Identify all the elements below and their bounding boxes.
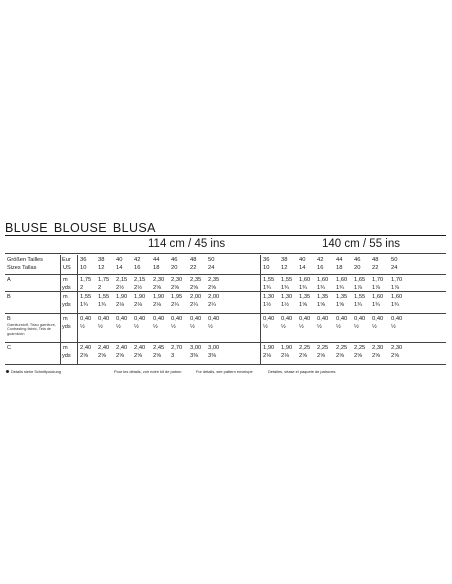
- heading-114cm: 114 cm / 45 ins: [148, 238, 226, 250]
- yard-cell: 2½: [116, 285, 125, 291]
- meter-cell: 1,65: [354, 277, 366, 283]
- unit-m: m: [63, 277, 68, 283]
- meter-cell: 1,55: [80, 294, 92, 300]
- column-rule: [60, 255, 61, 364]
- meter-cell: 0,40: [317, 316, 329, 322]
- yard-cell: ½: [98, 324, 103, 330]
- yard-cell: ½: [281, 324, 286, 330]
- yard-cell: 1¾: [317, 285, 326, 291]
- us-size-cell: 20: [171, 265, 178, 271]
- row-rule: [5, 342, 446, 343]
- meter-cell: 0,40: [208, 316, 220, 322]
- yard-cell: ½: [153, 324, 158, 330]
- us-size-cell: 18: [336, 265, 343, 271]
- yard-cell: 2⅛: [134, 302, 143, 308]
- yard-cell: ½: [354, 324, 359, 330]
- yard-cell: 2⅝: [171, 285, 180, 291]
- us-size-cell: 10: [263, 265, 270, 271]
- chart-title: BLUSE BLOUSE BLUSA: [5, 221, 156, 235]
- view-label: B: [7, 316, 11, 322]
- eur-size-cell: 46: [354, 257, 361, 263]
- us-size-cell: 10: [80, 265, 87, 271]
- footnote-fr: Pour les détails, voir notre kit de patron: [114, 369, 182, 374]
- yard-cell: 1⅞: [372, 285, 381, 291]
- view-label: C: [7, 345, 12, 351]
- yard-cell: 2⅝: [80, 353, 89, 359]
- eur-size-cell: 42: [317, 257, 324, 263]
- meter-cell: 2,25: [299, 345, 311, 351]
- top-rule: [5, 235, 446, 236]
- column-rule: [77, 255, 78, 364]
- meter-cell: 0,40: [98, 316, 110, 322]
- us-size-cell: 12: [281, 265, 288, 271]
- yard-cell: 2¼: [208, 302, 217, 308]
- eur-size-cell: 48: [190, 257, 197, 263]
- footnote-de: [6, 369, 61, 374]
- rule-under-headings: [5, 253, 446, 254]
- row-rule: [5, 274, 446, 275]
- meter-cell: 2,45: [153, 345, 165, 351]
- meter-cell: 2,00: [208, 294, 220, 300]
- yard-cell: ½: [208, 324, 213, 330]
- yard-cell: 2: [80, 285, 84, 291]
- yard-cell: 1⅝: [299, 302, 308, 308]
- footnote-es: Detalles, véase el paquete de patrones: [268, 369, 336, 374]
- contrast-fabric-label: Garniturstoff, Tissu garniture, Contrasting fabric, Tela de guarnición: [7, 323, 56, 336]
- yard-cell: 1¾: [80, 302, 89, 308]
- us-size-cell: 22: [190, 265, 197, 271]
- yard-cell: 1¾: [98, 302, 107, 308]
- meter-cell: 0,40: [80, 316, 92, 322]
- yard-cell: 1½: [281, 302, 290, 308]
- meter-cell: 1,35: [336, 294, 348, 300]
- yard-cell: ½: [263, 324, 268, 330]
- yard-cell: 2⅝: [116, 353, 125, 359]
- row-rule: [5, 313, 446, 314]
- meter-cell: 1,60: [391, 294, 403, 300]
- size-label-line2: Sizes Tallas: [7, 265, 37, 271]
- meter-cell: 2,15: [116, 277, 128, 283]
- meter-cell: 2,30: [153, 277, 165, 283]
- meter-cell: 0,40: [134, 316, 146, 322]
- meter-cell: 2,15: [134, 277, 146, 283]
- meter-cell: 0,40: [171, 316, 183, 322]
- meter-cell: 0,40: [391, 316, 403, 322]
- heading-140cm: 140 cm / 55 ins: [322, 238, 400, 250]
- yard-cell: 1⅞: [391, 285, 400, 291]
- unit-m: m: [63, 345, 68, 351]
- yard-cell: 1½: [263, 302, 272, 308]
- us-size-cell: 24: [208, 265, 215, 271]
- yard-cell: ½: [80, 324, 85, 330]
- us-size-cell: 20: [354, 265, 361, 271]
- meter-cell: 2,25: [354, 345, 366, 351]
- meter-cell: 1,60: [336, 277, 348, 283]
- us-size-cell: 12: [98, 265, 105, 271]
- eur-size-cell: 38: [98, 257, 105, 263]
- unit-m: m: [63, 316, 68, 322]
- footnote-de-text: Details siehe Schnittpackung: [11, 369, 61, 374]
- us-size-cell: 14: [299, 265, 306, 271]
- yard-cell: ½: [171, 324, 176, 330]
- unit-m: m: [63, 294, 68, 300]
- meter-cell: 1,90: [116, 294, 128, 300]
- eur-label: Eur: [62, 257, 71, 263]
- meter-cell: 0,40: [281, 316, 293, 322]
- meter-cell: 2,30: [372, 345, 384, 351]
- unit-yds: yds: [62, 324, 71, 330]
- yard-cell: ½: [299, 324, 304, 330]
- yard-cell: 3⅜: [190, 353, 199, 359]
- row-rule: [5, 291, 446, 292]
- meter-cell: 1,55: [98, 294, 110, 300]
- yard-cell: 1¾: [354, 302, 363, 308]
- yard-cell: 2⅛: [263, 353, 272, 359]
- meter-cell: 1,90: [263, 345, 275, 351]
- yard-cell: 1⅞: [354, 285, 363, 291]
- yard-cell: 2⅝: [190, 285, 199, 291]
- bullet-icon: [6, 370, 9, 373]
- yard-cell: ½: [134, 324, 139, 330]
- meter-cell: 0,40: [372, 316, 384, 322]
- meter-cell: 1,55: [263, 277, 275, 283]
- yard-cell: 2: [98, 285, 102, 291]
- eur-size-cell: 40: [116, 257, 123, 263]
- us-size-cell: 14: [116, 265, 123, 271]
- eur-size-cell: 38: [281, 257, 288, 263]
- yard-cell: 2⅝: [372, 353, 381, 359]
- meter-cell: 1,55: [354, 294, 366, 300]
- footnote-en: For details, see pattern envelope: [196, 369, 253, 374]
- meter-cell: 1,35: [317, 294, 329, 300]
- meter-cell: 0,40: [354, 316, 366, 322]
- row-rule: [5, 364, 446, 365]
- yard-cell: 1¾: [281, 285, 290, 291]
- meter-cell: 1,60: [317, 277, 329, 283]
- meter-cell: 2,70: [171, 345, 183, 351]
- yard-cell: 2⅝: [208, 285, 217, 291]
- yard-cell: 2¼: [171, 302, 180, 308]
- eur-size-cell: 50: [391, 257, 398, 263]
- unit-yds: yds: [62, 353, 71, 359]
- meter-cell: 1,70: [372, 277, 384, 283]
- meter-cell: 2,25: [336, 345, 348, 351]
- yard-cell: 2⅝: [354, 353, 363, 359]
- eur-size-cell: 48: [372, 257, 379, 263]
- yard-cell: 2⅝: [299, 353, 308, 359]
- yard-cell: 1⅝: [336, 302, 345, 308]
- meter-cell: 3,00: [190, 345, 202, 351]
- yard-cell: ½: [336, 324, 341, 330]
- yard-cell: 1¾: [372, 302, 381, 308]
- yard-cell: 2⅛: [116, 302, 125, 308]
- yard-cell: ½: [317, 324, 322, 330]
- meter-cell: 1,60: [372, 294, 384, 300]
- size-label-line1: Größen Tailles: [7, 257, 43, 263]
- meter-cell: 0,40: [336, 316, 348, 322]
- meter-cell: 1,90: [134, 294, 146, 300]
- yard-cell: 2¼: [190, 302, 199, 308]
- eur-size-cell: 40: [299, 257, 306, 263]
- yard-cell: 2½: [134, 285, 143, 291]
- meter-cell: 2,40: [134, 345, 146, 351]
- meter-cell: 1,35: [299, 294, 311, 300]
- meter-cell: 2,30: [171, 277, 183, 283]
- eur-size-cell: 36: [263, 257, 270, 263]
- eur-size-cell: 44: [336, 257, 343, 263]
- meter-cell: 1,90: [153, 294, 165, 300]
- meter-cell: 1,30: [281, 294, 293, 300]
- yard-cell: 2⅝: [336, 353, 345, 359]
- meter-cell: 2,00: [190, 294, 202, 300]
- yard-cell: ½: [391, 324, 396, 330]
- yard-cell: ½: [116, 324, 121, 330]
- meter-cell: 1,60: [299, 277, 311, 283]
- meter-cell: 0,40: [299, 316, 311, 322]
- yard-cell: 1¾: [299, 285, 308, 291]
- column-rule: [260, 255, 261, 364]
- meter-cell: 0,40: [263, 316, 275, 322]
- meter-cell: 1,75: [98, 277, 110, 283]
- yard-cell: 2⅝: [98, 353, 107, 359]
- us-size-cell: 16: [317, 265, 324, 271]
- meter-cell: 1,75: [80, 277, 92, 283]
- eur-size-cell: 50: [208, 257, 215, 263]
- view-label: B: [7, 294, 11, 300]
- meter-cell: 2,30: [391, 345, 403, 351]
- meter-cell: 1,90: [281, 345, 293, 351]
- meter-cell: 1,70: [391, 277, 403, 283]
- meter-cell: 0,40: [153, 316, 165, 322]
- meter-cell: 2,40: [98, 345, 110, 351]
- yard-cell: ½: [190, 324, 195, 330]
- meter-cell: 2,40: [116, 345, 128, 351]
- eur-size-cell: 42: [134, 257, 141, 263]
- meter-cell: 1,95: [171, 294, 183, 300]
- meter-cell: 0,40: [116, 316, 128, 322]
- us-size-cell: 24: [391, 265, 398, 271]
- meter-cell: 0,40: [190, 316, 202, 322]
- eur-size-cell: 46: [171, 257, 178, 263]
- meter-cell: 1,30: [263, 294, 275, 300]
- yard-cell: 1¾: [263, 285, 272, 291]
- yard-cell: 2⅛: [153, 302, 162, 308]
- yard-cell: 2⅝: [317, 353, 326, 359]
- yard-cell: 2⅝: [153, 285, 162, 291]
- meter-cell: 1,55: [281, 277, 293, 283]
- yard-cell: 2⅝: [153, 353, 162, 359]
- yard-cell: 3⅜: [208, 353, 217, 359]
- us-size-cell: 18: [153, 265, 160, 271]
- eur-size-cell: 44: [153, 257, 160, 263]
- unit-yds: yds: [62, 302, 71, 308]
- meter-cell: 3,00: [208, 345, 220, 351]
- yard-cell: 1⅝: [317, 302, 326, 308]
- meter-cell: 2,25: [317, 345, 329, 351]
- us-size-cell: 16: [134, 265, 141, 271]
- yard-cell: 1¾: [336, 285, 345, 291]
- eur-size-cell: 36: [80, 257, 87, 263]
- unit-yds: yds: [62, 285, 71, 291]
- yard-cell: 2⅝: [134, 353, 143, 359]
- yard-cell: 2⅛: [281, 353, 290, 359]
- view-label: A: [7, 277, 11, 283]
- meter-cell: 2,35: [190, 277, 202, 283]
- us-label: US: [63, 265, 71, 271]
- yard-cell: 2⅝: [391, 353, 400, 359]
- meter-cell: 2,35: [208, 277, 220, 283]
- yard-cell: ½: [372, 324, 377, 330]
- us-size-cell: 22: [372, 265, 379, 271]
- meter-cell: 2,40: [80, 345, 92, 351]
- yard-cell: 3: [171, 353, 175, 359]
- yard-cell: 1¾: [391, 302, 400, 308]
